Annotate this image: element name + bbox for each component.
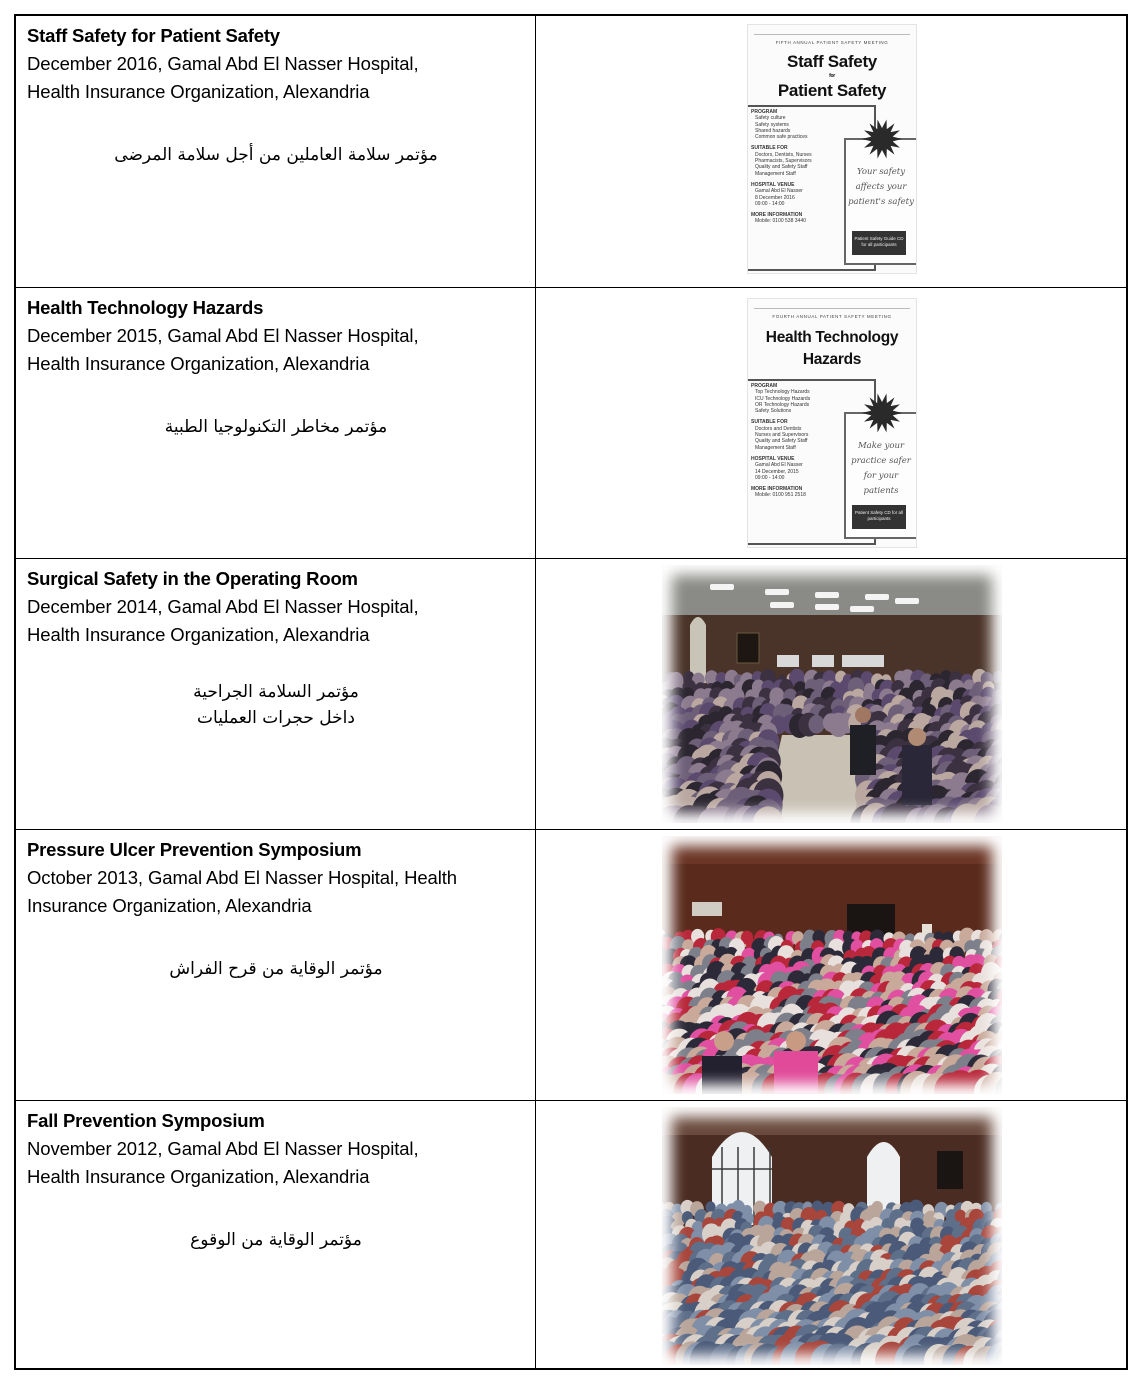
poster-kicker: FIFTH ANNUAL PATIENT SAFETY MEETING (775, 40, 889, 45)
wall-sign (777, 655, 799, 667)
table-row (16, 287, 1126, 558)
events-table (14, 14, 1128, 1370)
event-title: Surgical Safety in the Operating Room (27, 568, 358, 589)
table-row (16, 558, 1126, 829)
poster-cd-badge: Patient Safety CD for all participants (852, 505, 906, 529)
event-title: Fall Prevention Symposium (27, 1110, 265, 1131)
poster-kicker: FOURTH ANNUAL PATIENT SAFETY MEETING (772, 314, 892, 319)
poster-section-item: Nurses and Supervisors (755, 432, 809, 439)
event-description: December 2016, Gamal Abd El Nasser Hospital, Health Insurance Organization, Alexandria (27, 53, 419, 102)
photo-ceiling (662, 836, 1002, 864)
audience-photo (662, 1107, 1002, 1365)
audience-photo (662, 836, 1002, 1094)
poster-section-item: Management Staff (755, 444, 796, 451)
poster-section-item: 09:00 - 14:00 (755, 200, 785, 207)
event-info-cell (16, 1101, 536, 1368)
poster-section-item: Gamal Abd El Nasser (755, 188, 803, 195)
ceiling-light (815, 592, 839, 598)
event-media-cell (537, 288, 1126, 558)
poster-section-item: Common safe practices (755, 134, 808, 141)
event-title: Health Technology Hazards (27, 297, 264, 318)
wall-sign (862, 655, 884, 667)
event-media-cell (537, 16, 1126, 287)
poster-section-item: Mobile: 0100 538 3440 (755, 218, 806, 225)
wall-portrait (737, 633, 759, 663)
ceiling-light (815, 604, 839, 610)
table-row (16, 16, 1126, 287)
event-poster (747, 298, 917, 548)
poster-section-item: 09:00 - 14:00 (755, 474, 785, 481)
poster-section-heading: SUITABLE FOR (751, 419, 788, 426)
event-info-cell (16, 830, 536, 1100)
poster-section-heading: SUITABLE FOR (751, 145, 788, 152)
event-arabic-title (91, 142, 461, 168)
ceiling-light (895, 598, 919, 604)
poster-title-line: Hazards (802, 351, 862, 368)
pink-jacket (774, 1051, 818, 1094)
poster-section-heading: PROGRAM (751, 109, 778, 115)
event-photo (662, 1107, 1002, 1365)
poster-details (751, 109, 845, 225)
event-arabic-title (91, 1227, 461, 1253)
event-arabic-title (91, 414, 461, 440)
poster-section-item: ICU Technology Hazards (755, 395, 811, 402)
poster-section-item: Doctors, Dentists, Nurses (755, 151, 812, 158)
poster-title (748, 327, 916, 371)
poster-slogan: Make your practice safer for your patients (851, 441, 911, 496)
poster-title-line: Patient Safety (777, 81, 887, 100)
doorway (847, 904, 895, 936)
poster-section-heading: MORE INFORMATION (751, 486, 803, 493)
poster-section-item: Top Technology Hazards (755, 389, 810, 396)
event-info-cell (16, 16, 536, 287)
poster-section-item: 14 December, 2015 (755, 468, 799, 475)
event-description: December 2014, Gamal Abd El Nasser Hospital, Health Insurance Organization, Alexandria (27, 596, 419, 645)
poster-section-item: Gamal Abd El Nasser (755, 462, 803, 469)
event-title: Staff Safety for Patient Safety (27, 25, 280, 46)
event-photo (662, 836, 1002, 1094)
seated-man (902, 745, 932, 805)
wall-portrait (937, 1151, 963, 1189)
table-row (16, 1100, 1126, 1368)
audience-photo (662, 565, 1002, 823)
arabic-title-line: مؤتمر الوقاية من الوقوع (190, 1230, 362, 1250)
poster-section-item: Mobile: 0100 951 2518 (755, 492, 806, 499)
poster-slogan: Your safety affects your patient's safety (848, 167, 914, 207)
wall-sign (812, 655, 834, 667)
poster-section-item: Shared hazards (755, 127, 791, 134)
event-info-cell (16, 288, 536, 558)
event-media-cell (537, 830, 1126, 1100)
poster-section-item: Pharmacists, Supervisors (755, 158, 812, 165)
arabic-title-line: مؤتمر السلامة الجراحية (193, 682, 359, 702)
poster-section-item: Safety Solutions (755, 408, 792, 415)
poster-section-item: Safety systems (755, 121, 789, 128)
table-row (16, 829, 1126, 1100)
poster-section-item: OR Technology Hazards (755, 401, 810, 408)
arabic-title-line: مؤتمر سلامة العاملين من أجل سلامة المرضى (114, 145, 438, 165)
poster-section-item: Quality and Safety Staff (755, 438, 808, 445)
ceiling-light (850, 606, 874, 612)
event-poster (747, 24, 917, 274)
poster-cd-badge: Patient Safety Guide CD for all participants (852, 231, 906, 255)
event-title: Pressure Ulcer Prevention Symposium (27, 839, 362, 860)
poster-header-bar (754, 30, 910, 35)
event-description: October 2013, Gamal Abd El Nasser Hospital, Health Insurance Organization, Alexandria (27, 867, 457, 916)
event-media-cell (537, 559, 1126, 829)
poster-section-heading: HOSPITAL VENUE (751, 181, 795, 188)
poster-section-heading: PROGRAM (751, 383, 778, 389)
event-info-cell (16, 559, 536, 829)
poster-section-item: Safety culture (755, 115, 786, 122)
ceiling-light (865, 594, 889, 600)
seated-man (850, 725, 876, 775)
ceiling-light (710, 584, 734, 590)
poster-section-heading: HOSPITAL VENUE (751, 455, 795, 462)
poster-section-heading: MORE INFORMATION (751, 212, 803, 219)
poster-section-item: Management Staff (755, 170, 796, 177)
poster-details (751, 383, 845, 499)
poster-title-line: Staff Safety (787, 52, 877, 71)
arabic-title-line: داخل حجرات العمليات (197, 708, 355, 728)
event-arabic-title (91, 956, 461, 982)
wall-sign (842, 655, 864, 667)
poster-title-line: Health Technology (765, 329, 899, 346)
ceiling-light (770, 602, 794, 608)
poster-title (748, 49, 916, 103)
arabic-title-line: مؤتمر الوقاية من قرح الفراش (169, 959, 383, 979)
arabic-title-line: مؤتمر مخاطر التكنولوجيا الطبية (164, 417, 388, 437)
poster-header-bar (754, 304, 910, 309)
poster-section-item: 8 December 2016 (755, 194, 795, 201)
event-description: December 2015, Gamal Abd El Nasser Hospital, Health Insurance Organization, Alexandria (27, 325, 419, 374)
event-arabic-title (91, 679, 461, 731)
photo-ceiling (662, 1107, 1002, 1135)
wall-ac-unit (692, 902, 722, 916)
event-media-cell (537, 1101, 1126, 1368)
poster-section-item: Quality and Safety Staff (755, 164, 808, 171)
starburst-icon (862, 393, 902, 433)
ceiling-light (765, 589, 789, 595)
poster-section-item: Doctors and Dentists (755, 425, 802, 432)
poster-title-connector: for (829, 73, 835, 79)
event-description: November 2012, Gamal Abd El Nasser Hospital, Health Insurance Organization, Alexandria (27, 1138, 419, 1187)
event-photo (662, 565, 1002, 823)
starburst-icon (862, 119, 902, 159)
